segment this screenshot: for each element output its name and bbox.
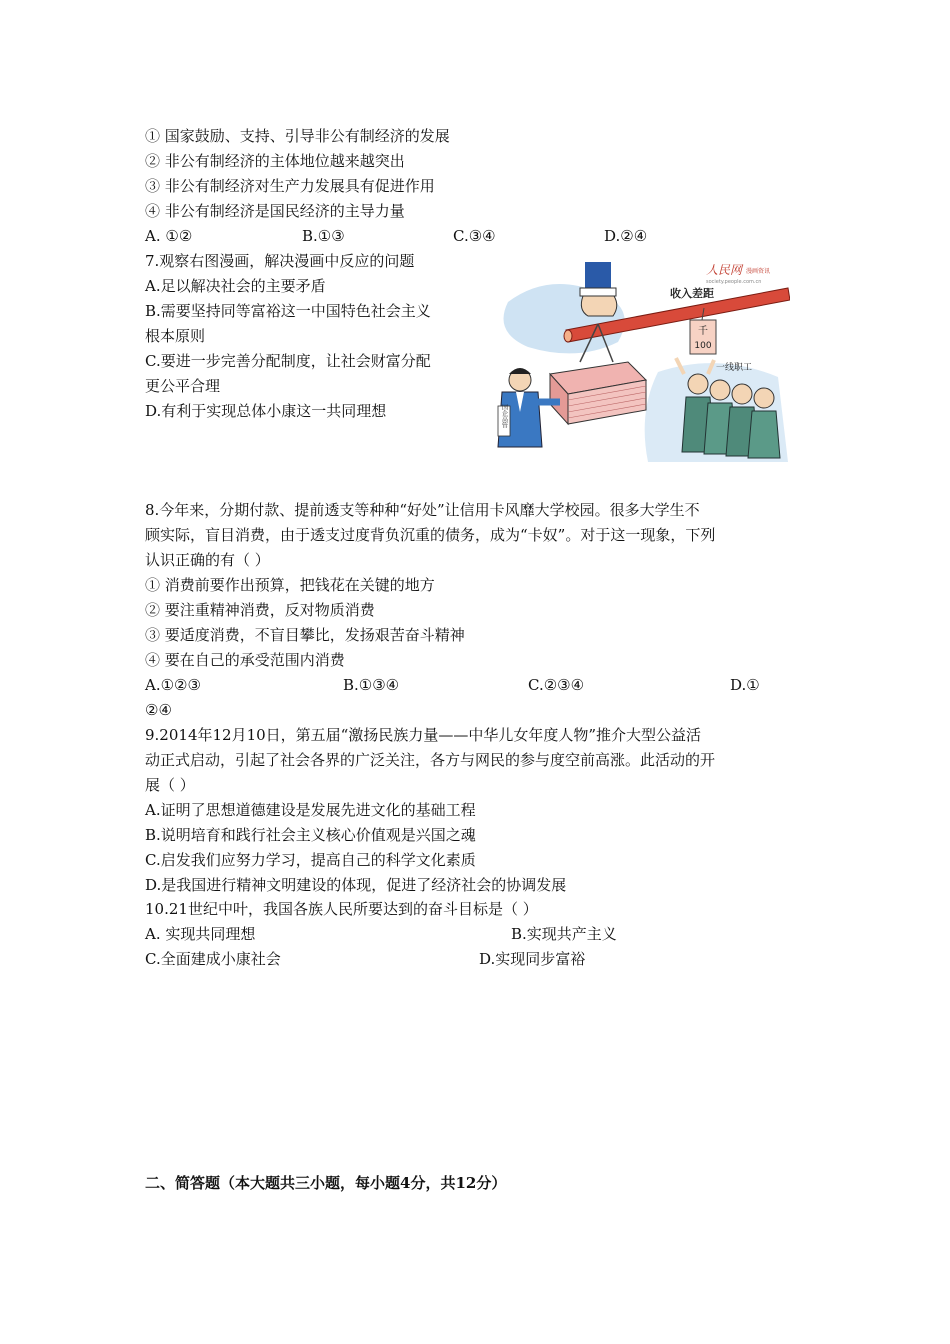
q10-option-b: B.实现共产主义 xyxy=(511,925,617,943)
cartoon-workers-label: 一线职工 xyxy=(715,363,753,373)
q8-option-d-cont: ②④ xyxy=(145,701,172,719)
q8-option-a: A.①②③ xyxy=(145,676,201,694)
q10-option-a: A. 实现共同理想 xyxy=(145,925,256,943)
q6-statement-3: ③ 非公有制经济对生产力发展具有促进作用 xyxy=(145,177,435,195)
q6-option-a: A. ①② xyxy=(145,227,193,245)
q8-statement-1: ① 消费前要作出预算，把钱花在关键的地方 xyxy=(145,576,435,594)
q7-option-a: A.足以解决社会的主要矛盾 xyxy=(145,277,326,295)
cartoon-url: society.people.com.cn xyxy=(706,279,762,285)
q8-option-d: D.① xyxy=(730,676,760,694)
q8-stem-line-1: 8.今年来，分期付款、提前透支等种种“好处”让信用卡风靡大学校园。很多大学生不 xyxy=(145,501,700,519)
q7-option-c-cont: 更公平合理 xyxy=(145,377,221,395)
section-2-heading: 二、简答题（本大题共三小题，每小题4分，共12分） xyxy=(145,1174,507,1192)
q8-statement-3: ③ 要适度消费，不盲目攀比，发扬艰苦奋斗精神 xyxy=(145,626,465,644)
q10-option-d: D.实现同步富裕 xyxy=(479,950,586,968)
q8-statement-4: ④ 要在自己的承受范围内消费 xyxy=(145,651,345,669)
q9-stem-line-3: 展（ ） xyxy=(145,776,195,794)
cartoon-bar-label: 收入差距 xyxy=(670,287,714,300)
q8-option-b: B.①③④ xyxy=(343,676,400,694)
q7-option-b: B.需要坚持同等富裕这一中国特色社会主义 xyxy=(145,302,431,320)
q7-stem: 7.观察右图漫画，解决漫画中反应的问题 xyxy=(145,252,415,270)
q7-option-c: C.要进一步完善分配制度，让社会财富分配 xyxy=(145,352,431,370)
q6-statement-1: ① 国家鼓励、支持、引导非公有制经济的发展 xyxy=(145,127,450,145)
q9-option-c: C.启发我们应努力学习，提高自己的科学文化素质 xyxy=(145,851,476,869)
q6-statement-2: ② 非公有制经济的主体地位越来越突出 xyxy=(145,152,405,170)
q9-option-d: D.是我国进行精神文明建设的体现，促进了经济社会的协调发展 xyxy=(145,876,567,894)
q10-stem: 10.21世纪中叶，我国各族人民所要达到的奋斗目标是（ ） xyxy=(145,900,538,918)
cartoon-tag-top: 千 xyxy=(698,326,708,337)
cartoon-logo: 人民网 xyxy=(706,263,743,277)
q7-option-b-cont: 根本原则 xyxy=(145,327,206,345)
cartoon-logo-sub: 漫画资讯 xyxy=(746,268,771,275)
q7-option-d: D.有利于实现总体小康这一共同理想 xyxy=(145,402,387,420)
q8-stem-line-3: 认识正确的有（ ） xyxy=(145,551,270,569)
q8-statement-2: ② 要注重精神消费，反对物质消费 xyxy=(145,601,375,619)
cartoon-executive-label: 国企高管 xyxy=(500,404,508,428)
q8-stem-line-2: 顾实际，盲目消费，由于透支过度背负沉重的债务，成为“卡奴”。对于这一现象，下列 xyxy=(145,526,716,544)
q9-stem-line-1: 9.2014年12月10日，第五届“激扬民族力量——中华儿女年度人物”推介大型公益活 xyxy=(145,726,701,744)
q9-option-b: B.说明培育和践行社会主义核心价值观是兴国之魂 xyxy=(145,826,476,844)
cartoon-tag-bottom: 100 xyxy=(694,341,712,351)
income-gap-cartoon xyxy=(488,262,790,462)
q9-stem-line-2: 动正式启动，引起了社会各界的广泛关注，各方与网民的参与度空前高涨。此活动的开 xyxy=(145,751,716,769)
q10-option-c: C.全面建成小康社会 xyxy=(145,950,281,968)
q6-option-c: C.③④ xyxy=(453,227,496,245)
q6-option-b: B.①③ xyxy=(302,227,345,245)
q8-option-c: C.②③④ xyxy=(528,676,585,694)
q6-option-d: D.②④ xyxy=(604,227,648,245)
q9-option-a: A.证明了思想道德建设是发展先进文化的基础工程 xyxy=(145,801,476,819)
q6-statement-4: ④ 非公有制经济是国民经济的主导力量 xyxy=(145,202,405,220)
